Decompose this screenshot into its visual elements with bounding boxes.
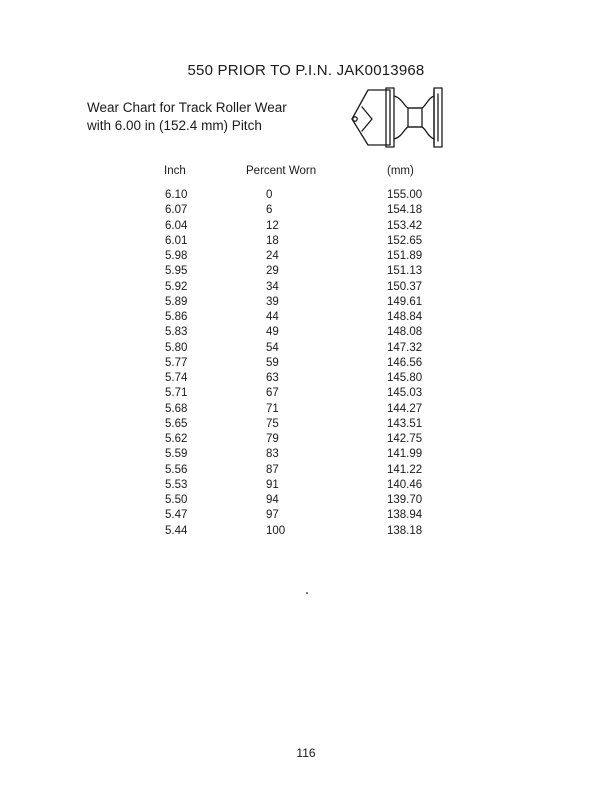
table-row [0,235,612,250]
cell-mm: 138.94 [387,509,423,522]
cell-percent-worn: 100 [266,524,286,537]
cell-inch: 6.07 [165,204,188,217]
column-header-inch: Inch [164,165,186,177]
cell-mm: 145.03 [387,387,423,400]
cell-mm: 150.37 [387,280,423,293]
cell-inch: 5.53 [165,478,188,491]
cell-percent-worn: 87 [266,463,279,476]
cell-inch: 5.80 [165,341,188,354]
cell-mm: 146.56 [387,356,423,369]
page-number: 116 [296,746,316,760]
cell-percent-worn: 6 [266,204,273,217]
cell-percent-worn: 29 [266,265,279,278]
cell-percent-worn: 49 [266,326,279,339]
cell-percent-worn: 39 [266,295,279,308]
cell-percent-worn: 12 [266,219,279,232]
cell-percent-worn: 79 [266,433,279,445]
cell-inch: 5.50 [165,494,188,506]
cell-mm: 152.65 [387,234,423,247]
cell-percent-worn: 63 [266,372,279,384]
cell-inch: 5.77 [165,356,188,369]
table-row [0,418,612,433]
table-row [0,296,612,311]
table-row [0,220,612,235]
table-row [0,372,612,387]
stray-dot-mark [306,592,308,594]
table-row [0,281,612,296]
cell-mm: 138.18 [387,524,423,537]
table-row [0,464,612,479]
cell-inch: 5.98 [165,250,188,262]
subtitle-line-1: Wear Chart for Track Roller Wear [87,100,287,115]
cell-percent-worn: 71 [266,402,279,415]
table-row [0,387,612,402]
table-row [0,357,612,372]
column-header-mm: (mm) [387,165,414,177]
table-header [0,165,612,181]
cell-mm: 148.08 [387,326,423,339]
table-row [0,448,612,463]
cell-inch: 5.65 [165,417,188,430]
page-title: 550 PRIOR TO P.I.N. JAK0013968 [187,62,425,79]
cell-inch: 5.71 [165,387,188,400]
cell-mm: 143.51 [387,417,423,430]
cell-mm: 142.75 [387,433,423,445]
cell-percent-worn: 75 [266,417,279,430]
cell-mm: 153.42 [387,219,423,232]
cell-percent-worn: 18 [266,234,279,247]
cell-inch: 5.74 [165,372,188,384]
cell-inch: 6.01 [165,234,188,247]
cell-mm: 140.46 [387,478,423,491]
table-row [0,342,612,357]
table-row [0,265,612,280]
cell-percent-worn: 24 [266,250,279,262]
table-row [0,509,612,524]
cell-mm: 145.80 [387,372,423,384]
table-row [0,403,612,418]
table-row [0,479,612,494]
cell-inch: 5.95 [165,265,188,278]
cell-percent-worn: 91 [266,478,279,491]
cell-mm: 147.32 [387,341,423,354]
cell-mm: 141.22 [387,463,423,476]
cell-percent-worn: 83 [266,448,279,461]
cell-mm: 154.18 [387,204,423,217]
cell-mm: 149.61 [387,295,423,308]
table-row [0,494,612,509]
cell-percent-worn: 94 [266,494,279,506]
cell-inch: 5.62 [165,433,188,445]
track-roller-caliper-icon [348,86,446,150]
chart-subtitle [87,99,287,135]
cell-mm: 155.00 [387,189,423,201]
table-row [0,311,612,326]
cell-inch: 5.68 [165,402,188,415]
cell-inch: 5.59 [165,448,188,461]
cell-mm: 151.13 [387,265,423,278]
cell-percent-worn: 97 [266,509,279,522]
cell-mm: 151.89 [387,250,423,262]
cell-percent-worn: 34 [266,280,279,293]
cell-percent-worn: 67 [266,387,279,400]
cell-percent-worn: 54 [266,341,279,354]
cell-percent-worn: 0 [266,189,273,201]
cell-inch: 5.83 [165,326,188,339]
table-row [0,189,612,204]
cell-inch: 5.89 [165,295,188,308]
cell-mm: 141.99 [387,448,423,461]
table-row [0,250,612,265]
table-row [0,326,612,341]
cell-inch: 6.10 [165,189,188,201]
table-row [0,433,612,448]
cell-inch: 5.44 [165,524,188,537]
subtitle-line-2: with 6.00 in (152.4 mm) Pitch [87,118,262,133]
cell-mm: 139.70 [387,494,423,506]
cell-percent-worn: 59 [266,356,279,369]
cell-inch: 5.47 [165,509,188,522]
column-header-percent-worn: Percent Worn [246,165,317,177]
cell-mm: 144.27 [387,402,423,415]
cell-inch: 6.04 [165,219,188,232]
cell-inch: 5.92 [165,280,188,293]
cell-inch: 5.86 [165,311,188,323]
table-row [0,525,612,540]
cell-percent-worn: 44 [266,311,279,323]
table-row [0,204,612,219]
cell-inch: 5.56 [165,463,188,476]
cell-mm: 148.84 [387,311,423,323]
wear-table-body [0,189,612,540]
